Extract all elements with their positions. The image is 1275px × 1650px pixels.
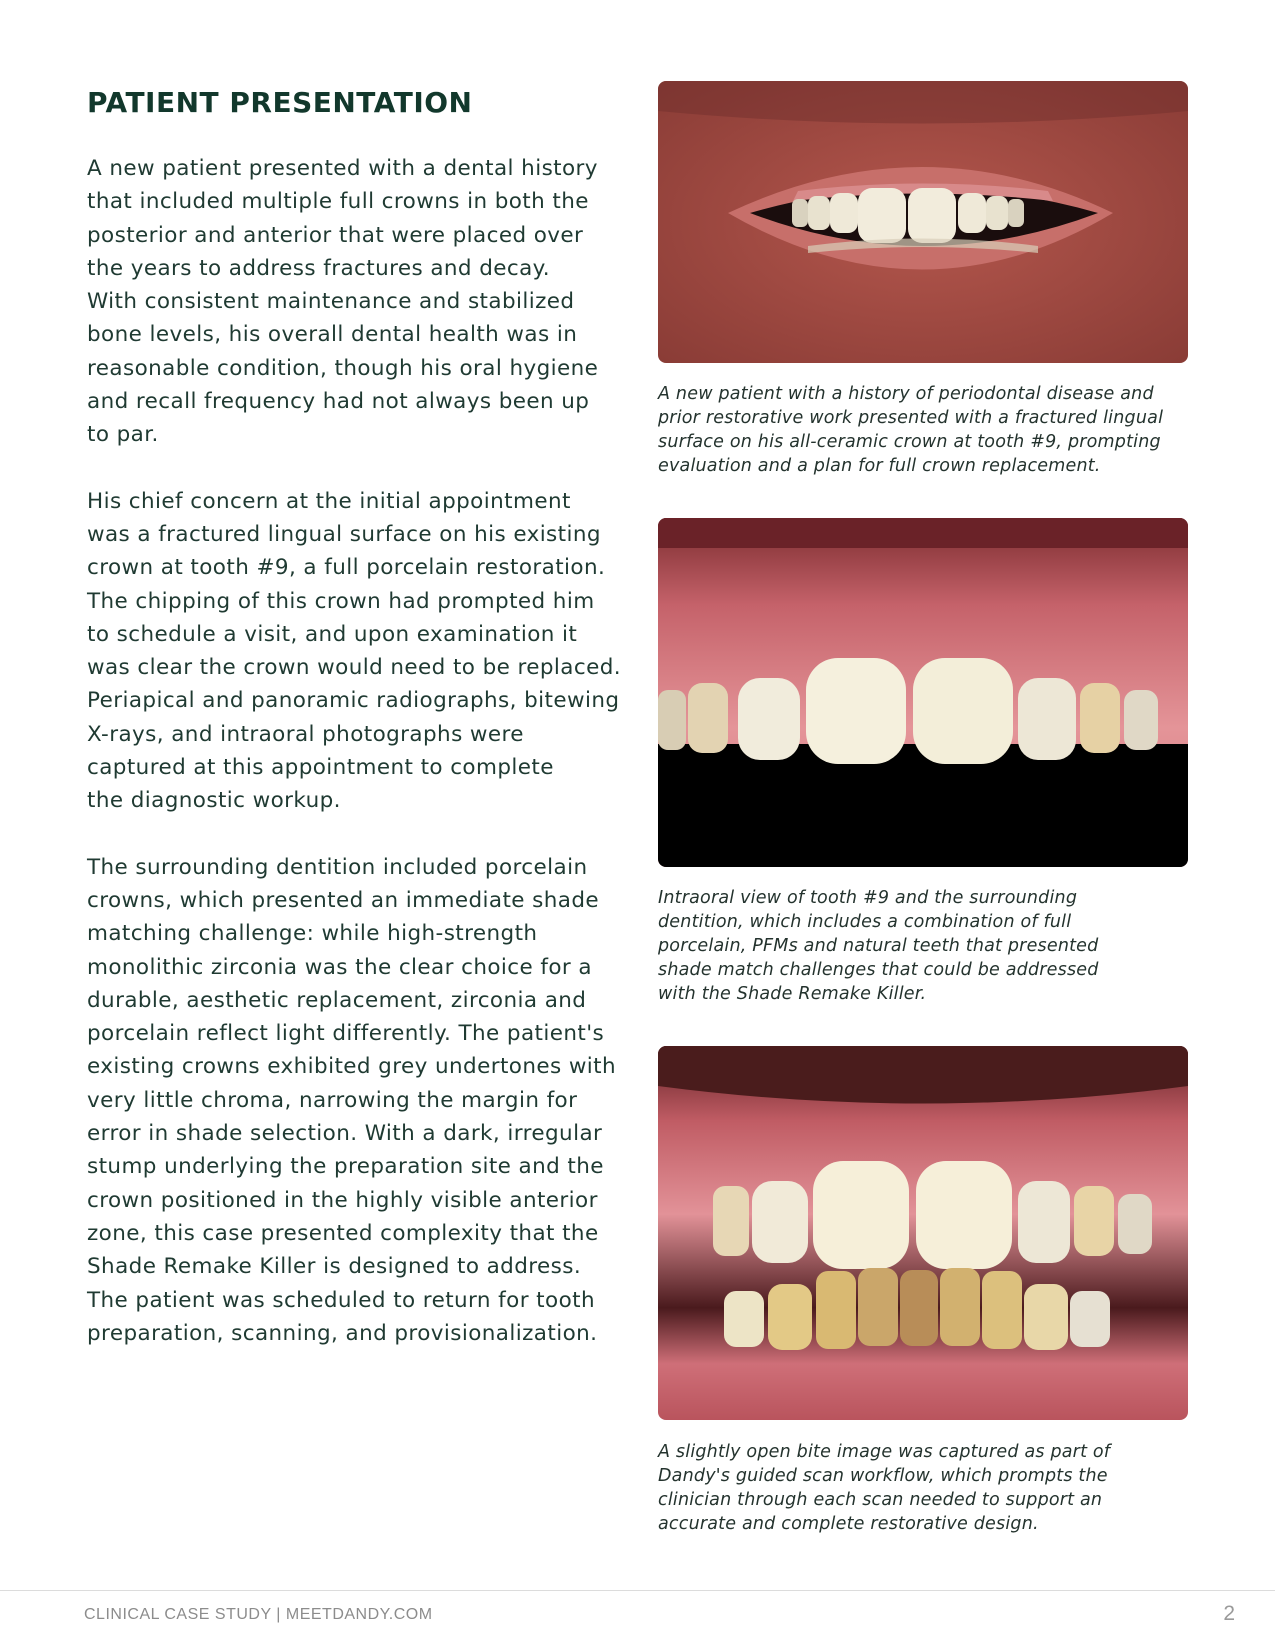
intraoral-photo-illustration [658,518,1188,867]
intraoral-photo [658,518,1188,867]
footer-site-label: CLINICAL CASE STUDY | MEETDANDY.COM [84,1606,433,1623]
body-text-column [87,152,627,1383]
text-line: very little chroma, narrowing the margin for [87,1087,578,1113]
text-line: to schedule a visit, and upon examination it [87,621,578,647]
paragraph-patient-history [87,152,627,452]
text-line: Shade Remake Killer is designed to address. [87,1254,582,1280]
figure-caption [658,382,1198,478]
text-line: error in shade selection. With a dark, irregular [87,1121,603,1147]
text-line: His chief concern at the initial appointment [87,488,571,514]
caption-line: A slightly open bite image was captured as part of [658,1442,1111,1462]
caption-line: with the Shade Remake Killer. [658,984,927,1004]
text-line: and recall frequency had not always been up [87,389,590,415]
text-line: The patient was scheduled to return for tooth [87,1287,595,1313]
text-line: bone levels, his overall dental health was in [87,322,578,348]
caption-line: dentition, which includes a combination of full [658,912,1072,932]
caption-line: prior restorative work presented with a fractured lingual [658,408,1164,428]
text-line: The chipping of this crown had prompted him [87,588,595,614]
page-number: 2 [1223,1602,1235,1625]
text-line: The surrounding dentition included porcelain [87,854,588,880]
text-line: porcelain reflect light differently. The patient's [87,1021,605,1047]
caption-line: A new patient with a history of periodontal disease and [658,384,1154,404]
text-line: crowns, which presented an immediate shade [87,887,600,913]
text-line: was clear the crown would need to be replaced. [87,655,622,681]
caption-line: Intraoral view of tooth #9 and the surrounding [658,888,1078,908]
open-bite-photo-illustration [658,1046,1188,1420]
text-line: posterior and anterior that were placed over [87,222,584,248]
text-line: was a fractured lingual surface on his existing [87,521,601,547]
paragraph-shade-challenge [87,851,627,1350]
text-line: the years to address fractures and decay. [87,255,550,281]
text-line: matching challenge: while high-strength [87,921,538,947]
text-line: zone, this case presented complexity that the [87,1220,599,1246]
open-bite-photo [658,1046,1188,1420]
figure-caption [658,1440,1198,1536]
text-line: captured at this appointment to complete [87,755,554,781]
caption-line: accurate and complete restorative design. [658,1514,1039,1534]
caption-line: evaluation and a plan for full crown replacement. [658,456,1101,476]
text-line: X-rays, and intraoral photographs were [87,721,524,747]
text-line: to par. [87,422,159,448]
paragraph-chief-concern [87,485,627,818]
text-line: reasonable condition, though his oral hygiene [87,355,599,381]
caption-line: Dandy's guided scan workflow, which prompts the [658,1466,1108,1486]
caption-line: porcelain, PFMs and natural teeth that presented [658,936,1099,956]
text-line: A new patient presented with a dental history [87,156,598,181]
text-line: Periapical and panoramic radiographs, bitewing [87,688,620,714]
caption-line: surface on his all-ceramic crown at tooth #9, prompting [658,432,1161,452]
text-line: preparation, scanning, and provisionalization. [87,1320,598,1346]
text-line: durable, aesthetic replacement, zirconia and [87,987,587,1013]
text-line: stump underlying the preparation site and the [87,1154,604,1180]
text-line: the diagnostic workup. [87,788,341,814]
caption-line: shade match challenges that could be addressed [658,960,1099,980]
footer-divider [0,1590,1275,1591]
text-line: crown at tooth #9, a full porcelain restoration. [87,555,606,581]
section-heading: PATIENT PRESENTATION [87,86,473,119]
smile-photo-illustration [658,81,1188,363]
caption-line: clinician through each scan needed to support an [658,1490,1103,1510]
text-line: crown positioned in the highly visible anterior [87,1187,598,1213]
smile-photo [658,81,1188,363]
text-line: that included multiple full crowns in both the [87,189,589,215]
text-line: With consistent maintenance and stabilized [87,289,575,315]
figure-caption [658,886,1198,1006]
text-line: monolithic zirconia was the clear choice for a [87,954,592,980]
text-line: existing crowns exhibited grey undertones with [87,1054,617,1080]
